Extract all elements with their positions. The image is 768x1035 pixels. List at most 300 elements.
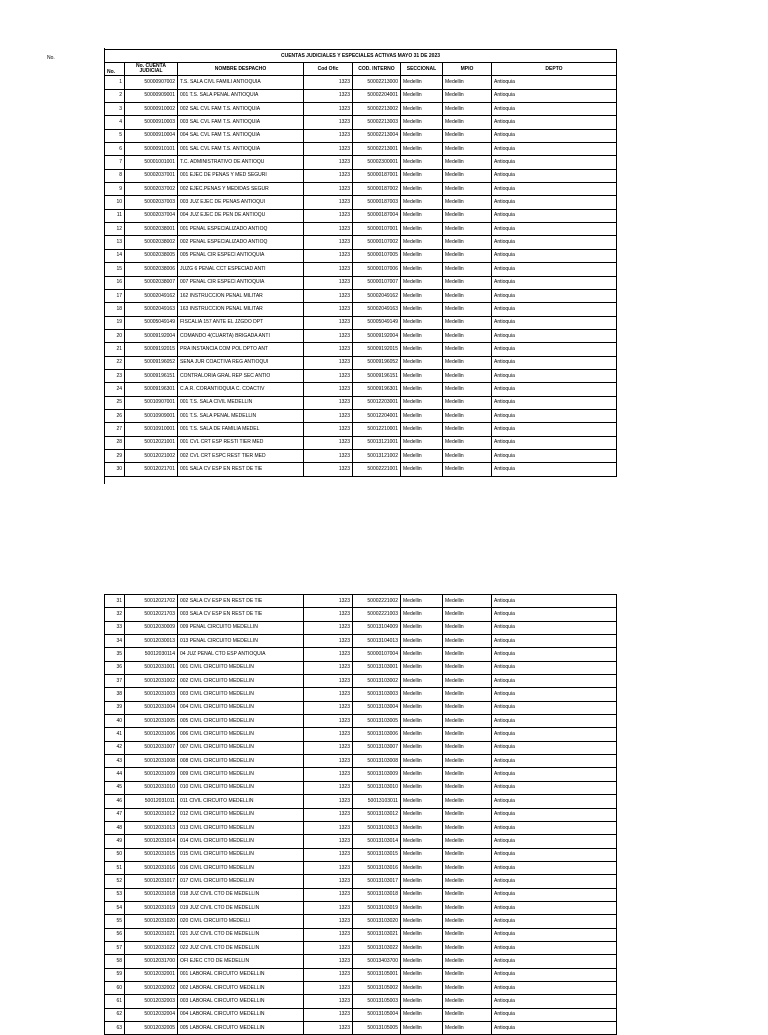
internal-code-cell: 50013121002 — [353, 449, 401, 462]
municipality-cell: Medellin — [443, 955, 492, 968]
row-number-cell: 55 — [105, 915, 125, 928]
table-row — [105, 875, 617, 888]
office-code-cell: 1323 — [304, 941, 353, 954]
table-row — [105, 635, 617, 648]
internal-code-cell: 50013103016 — [353, 861, 401, 874]
table-row — [105, 995, 617, 1008]
seccional-cell: Medellin — [401, 888, 443, 901]
table-row — [105, 848, 617, 861]
table-row — [105, 356, 617, 369]
office-code-cell: 1323 — [304, 103, 353, 116]
row-number-cell: 29 — [105, 449, 125, 462]
municipality-cell: Medellin — [443, 821, 492, 834]
department-cell: Antioquia — [492, 848, 617, 861]
table-row — [105, 289, 617, 302]
municipality-cell: Medellin — [443, 156, 492, 169]
seccional-cell: Medellin — [401, 316, 443, 329]
internal-code-cell: 50000107001 — [353, 223, 401, 236]
office-name-cell: 017 CIVIL CIRCUITO MEDELLIN — [178, 875, 304, 888]
row-number-cell: 59 — [105, 968, 125, 981]
office-name-cell: 018 JUZ CIVIL CTO DE MEDELLIN — [178, 888, 304, 901]
internal-code-cell: 50013104013 — [353, 635, 401, 648]
internal-code-cell: 50013103006 — [353, 728, 401, 741]
office-code-cell: 1323 — [304, 343, 353, 356]
account-number-cell: 50012021701 — [125, 463, 178, 476]
internal-code-cell: 50013103001 — [353, 661, 401, 674]
table-row — [105, 329, 617, 342]
account-number-cell: 50012031022 — [125, 941, 178, 954]
internal-code-cell: 50013105003 — [353, 995, 401, 1008]
department-cell: Antioquia — [492, 116, 617, 129]
municipality-cell: Medellin — [443, 263, 492, 276]
no-label: No. — [47, 55, 55, 61]
internal-code-cell: 50013103020 — [353, 915, 401, 928]
department-cell: Antioquia — [492, 1008, 617, 1021]
account-number-cell: 50002037004 — [125, 209, 178, 222]
office-name-cell: 013 PENAL CIRCUITO MEDELLIN — [178, 635, 304, 648]
department-cell: Antioquia — [492, 396, 617, 409]
internal-code-cell: 50013403700 — [353, 955, 401, 968]
account-number-cell: 50012031015 — [125, 848, 178, 861]
row-number-cell: 38 — [105, 688, 125, 701]
municipality-cell: Medellin — [443, 728, 492, 741]
row-number-cell: 61 — [105, 995, 125, 1008]
seccional-cell: Medellin — [401, 915, 443, 928]
row-number-cell: 60 — [105, 981, 125, 994]
internal-code-cell: 50013103005 — [353, 715, 401, 728]
row-number-cell: 16 — [105, 276, 125, 289]
row-number-cell: 45 — [105, 781, 125, 794]
seccional-cell: Medellin — [401, 156, 443, 169]
account-number-cell: 50012031004 — [125, 701, 178, 714]
office-name-cell: 009 PENAL CIRCUITO MEDELLIN — [178, 621, 304, 634]
municipality-cell: Medellin — [443, 675, 492, 688]
row-number-cell: 46 — [105, 795, 125, 808]
row-number-cell: 7 — [105, 156, 125, 169]
seccional-cell: Medellin — [401, 688, 443, 701]
internal-code-cell: 50012204001 — [353, 409, 401, 422]
account-number-cell: 50000909001 — [125, 89, 178, 102]
table-row — [105, 169, 617, 182]
seccional-cell: Medellin — [401, 768, 443, 781]
department-cell: Antioquia — [492, 595, 617, 608]
accounts-table-page-2 — [104, 594, 617, 1035]
office-name-cell: 001 T.S. SALA CIVIL MEDELLIN — [178, 396, 304, 409]
row-number-cell: 20 — [105, 329, 125, 342]
row-number-cell: 32 — [105, 608, 125, 621]
seccional-cell: Medellin — [401, 143, 443, 156]
internal-code-cell: 50013103008 — [353, 755, 401, 768]
table-row — [105, 76, 617, 89]
row-number-cell: 52 — [105, 875, 125, 888]
account-number-cell: 50012031012 — [125, 808, 178, 821]
municipality-cell: Medellin — [443, 661, 492, 674]
municipality-cell: Medellin — [443, 621, 492, 634]
municipality-cell: Medellin — [443, 768, 492, 781]
header-no: No. — [105, 63, 125, 76]
seccional-cell: Medellin — [401, 661, 443, 674]
office-code-cell: 1323 — [304, 595, 353, 608]
seccional-cell: Medellin — [401, 449, 443, 462]
office-code-cell: 1323 — [304, 741, 353, 754]
row-number-cell: 47 — [105, 808, 125, 821]
municipality-cell: Medellin — [443, 423, 492, 436]
internal-code-cell: 50002213002 — [353, 103, 401, 116]
account-number-cell: 50009192004 — [125, 329, 178, 342]
row-number-cell: 6 — [105, 143, 125, 156]
office-name-cell: 003 SAL CVL FAM T.S. ANTIOQUIA — [178, 116, 304, 129]
office-code-cell: 1323 — [304, 648, 353, 661]
internal-code-cell: 50012210001 — [353, 423, 401, 436]
department-cell: Antioquia — [492, 755, 617, 768]
department-cell: Antioquia — [492, 449, 617, 462]
table-row — [105, 688, 617, 701]
department-cell: Antioquia — [492, 409, 617, 422]
table-row — [105, 316, 617, 329]
office-code-cell: 1323 — [304, 928, 353, 941]
internal-code-cell: 50013103004 — [353, 701, 401, 714]
table-row — [105, 781, 617, 794]
row-number-cell: 49 — [105, 835, 125, 848]
office-name-cell: 002 EJEC.PENAS Y MEDIDAS SEGUR — [178, 183, 304, 196]
office-code-cell: 1323 — [304, 89, 353, 102]
seccional-cell: Medellin — [401, 303, 443, 316]
row-number-cell: 22 — [105, 356, 125, 369]
office-code-cell: 1323 — [304, 901, 353, 914]
department-cell: Antioquia — [492, 941, 617, 954]
account-number-cell: 50012032005 — [125, 1022, 178, 1035]
municipality-cell: Medellin — [443, 449, 492, 462]
office-name-cell: 001 SALA CV ESP EN REST DE TIE — [178, 463, 304, 476]
internal-code-cell: 50013104009 — [353, 621, 401, 634]
office-name-cell: 010 CIVIL CIRCUITO MEDELLIN — [178, 781, 304, 794]
office-name-cell: 001 LABORAL CIRCUITO MEDELLIN — [178, 968, 304, 981]
office-name-cell: 005 LABORAL CIRCUITO MEDELLIN — [178, 1022, 304, 1035]
row-number-cell: 37 — [105, 675, 125, 688]
row-number-cell: 34 — [105, 635, 125, 648]
department-cell: Antioquia — [492, 143, 617, 156]
internal-code-cell: 50013105004 — [353, 1008, 401, 1021]
department-cell: Antioquia — [492, 169, 617, 182]
internal-code-cell: 50013103012 — [353, 808, 401, 821]
table-row — [105, 463, 617, 476]
table-row — [105, 608, 617, 621]
account-number-cell: 50010910001 — [125, 423, 178, 436]
department-cell: Antioquia — [492, 888, 617, 901]
department-cell: Antioquia — [492, 661, 617, 674]
row-number-cell: 9 — [105, 183, 125, 196]
office-name-cell: 003 CIVIL CIRCUITO MEDELLIN — [178, 688, 304, 701]
municipality-cell: Medellin — [443, 875, 492, 888]
seccional-cell: Medellin — [401, 835, 443, 848]
office-code-cell: 1323 — [304, 449, 353, 462]
account-number-cell: 50012031020 — [125, 915, 178, 928]
seccional-cell: Medellin — [401, 383, 443, 396]
office-code-cell: 1323 — [304, 423, 353, 436]
account-number-cell: 50001001001 — [125, 156, 178, 169]
office-name-cell: SENA JUR COACTIVA REG ANTIOQUI — [178, 356, 304, 369]
internal-code-cell: 50013105002 — [353, 981, 401, 994]
office-code-cell: 1323 — [304, 781, 353, 794]
internal-code-cell: 50012203001 — [353, 396, 401, 409]
office-code-cell: 1323 — [304, 289, 353, 302]
department-cell: Antioquia — [492, 316, 617, 329]
seccional-cell: Medellin — [401, 715, 443, 728]
office-name-cell: 008 CIVIL CIRCUITO MEDELLIN — [178, 755, 304, 768]
account-number-cell: 50012031013 — [125, 821, 178, 834]
account-number-cell: 50012031008 — [125, 755, 178, 768]
office-code-cell: 1323 — [304, 968, 353, 981]
seccional-cell: Medellin — [401, 741, 443, 754]
seccional-cell: Medellin — [401, 276, 443, 289]
office-name-cell: PRA INSTANCIA COM POL DPTO ANT — [178, 343, 304, 356]
municipality-cell: Medellin — [443, 915, 492, 928]
table-row — [105, 835, 617, 848]
internal-code-cell: 50013103014 — [353, 835, 401, 848]
table-row — [105, 223, 617, 236]
internal-code-cell: 50013103021 — [353, 928, 401, 941]
seccional-cell: Medellin — [401, 329, 443, 342]
row-number-cell: 56 — [105, 928, 125, 941]
office-code-cell: 1323 — [304, 701, 353, 714]
department-cell: Antioquia — [492, 89, 617, 102]
internal-code-cell: 50002204001 — [353, 89, 401, 102]
internal-code-cell: 50013103017 — [353, 875, 401, 888]
office-name-cell: 006 CIVIL CIRCUITO MEDELLIN — [178, 728, 304, 741]
account-number-cell: 50012031009 — [125, 768, 178, 781]
row-number-cell: 26 — [105, 409, 125, 422]
internal-code-cell: 50000107007 — [353, 276, 401, 289]
seccional-cell: Medellin — [401, 289, 443, 302]
municipality-cell: Medellin — [443, 236, 492, 249]
table-row — [105, 755, 617, 768]
office-name-cell: 004 CIVIL CIRCUITO MEDELLIN — [178, 701, 304, 714]
seccional-cell: Medellin — [401, 701, 443, 714]
department-cell: Antioquia — [492, 795, 617, 808]
department-cell: Antioquia — [492, 621, 617, 634]
seccional-cell: Medellin — [401, 861, 443, 874]
department-cell: Antioquia — [492, 289, 617, 302]
office-name-cell: 005 CIVIL CIRCUITO MEDELLIN — [178, 715, 304, 728]
department-cell: Antioquia — [492, 861, 617, 874]
internal-code-cell: 50009196151 — [353, 369, 401, 382]
table-row — [105, 808, 617, 821]
row-number-cell: 51 — [105, 861, 125, 874]
account-number-cell: 50012032004 — [125, 1008, 178, 1021]
office-name-cell: 009 CIVIL CIRCUITO MEDELLIN — [178, 768, 304, 781]
table-row — [105, 129, 617, 142]
table-row — [105, 928, 617, 941]
row-number-cell: 54 — [105, 901, 125, 914]
department-cell: Antioquia — [492, 383, 617, 396]
office-code-cell: 1323 — [304, 808, 353, 821]
seccional-cell: Medellin — [401, 169, 443, 182]
municipality-cell: Medellin — [443, 968, 492, 981]
office-name-cell: 001 SAL CVL FAM T.S. ANTIOQUIA — [178, 143, 304, 156]
internal-code-cell: 50000107006 — [353, 263, 401, 276]
row-number-cell: 14 — [105, 249, 125, 262]
office-code-cell: 1323 — [304, 861, 353, 874]
internal-code-cell: 50013103002 — [353, 675, 401, 688]
municipality-cell: Medellin — [443, 276, 492, 289]
table-row — [105, 383, 617, 396]
table-row — [105, 116, 617, 129]
row-number-cell: 50 — [105, 848, 125, 861]
seccional-cell: Medellin — [401, 1022, 443, 1035]
office-name-cell: 021 JUZ CIVIL CTO DE MEDELLIN — [178, 928, 304, 941]
table-row — [105, 941, 617, 954]
table-row — [105, 236, 617, 249]
department-cell: Antioquia — [492, 741, 617, 754]
row-number-cell: 57 — [105, 941, 125, 954]
municipality-cell: Medellin — [443, 781, 492, 794]
internal-code-cell: 50009196052 — [353, 356, 401, 369]
office-code-cell: 1323 — [304, 915, 353, 928]
municipality-cell: Medellin — [443, 861, 492, 874]
internal-code-cell: 50013105001 — [353, 968, 401, 981]
table-row — [105, 343, 617, 356]
department-cell: Antioquia — [492, 608, 617, 621]
department-cell: Antioquia — [492, 249, 617, 262]
office-name-cell: 002 SALA CV ESP EN REST DE TIE — [178, 595, 304, 608]
table-row — [105, 661, 617, 674]
seccional-cell: Medellin — [401, 875, 443, 888]
internal-code-cell: 50002049162 — [353, 289, 401, 302]
internal-code-cell: 50002213004 — [353, 129, 401, 142]
municipality-cell: Medellin — [443, 715, 492, 728]
table-row — [105, 795, 617, 808]
account-number-cell: 50012031017 — [125, 875, 178, 888]
seccional-cell: Medellin — [401, 196, 443, 209]
account-number-cell: 50012030009 — [125, 621, 178, 634]
municipality-cell: Medellin — [443, 169, 492, 182]
row-number-cell: 39 — [105, 701, 125, 714]
office-code-cell: 1323 — [304, 329, 353, 342]
office-name-cell: 007 CIVIL CIRCUITO MEDELLIN — [178, 741, 304, 754]
municipality-cell: Medellin — [443, 808, 492, 821]
department-cell: Antioquia — [492, 343, 617, 356]
municipality-cell: Medellin — [443, 223, 492, 236]
seccional-cell: Medellin — [401, 941, 443, 954]
municipality-cell: Medellin — [443, 848, 492, 861]
department-cell: Antioquia — [492, 821, 617, 834]
table-row — [105, 981, 617, 994]
office-code-cell: 1323 — [304, 463, 353, 476]
table-row — [105, 768, 617, 781]
seccional-cell: Medellin — [401, 263, 443, 276]
internal-code-cell: 50002221001 — [353, 463, 401, 476]
municipality-cell: Medellin — [443, 249, 492, 262]
seccional-cell: Medellin — [401, 795, 443, 808]
office-code-cell: 1323 — [304, 875, 353, 888]
table-row — [105, 143, 617, 156]
account-number-cell: 50002049162 — [125, 289, 178, 302]
seccional-cell: Medellin — [401, 396, 443, 409]
row-number-cell: 28 — [105, 436, 125, 449]
header-seccional: SECCIONAL — [401, 63, 443, 76]
municipality-cell: Medellin — [443, 289, 492, 302]
row-number-cell: 33 — [105, 621, 125, 634]
internal-code-cell: 50000107004 — [353, 648, 401, 661]
row-number-cell: 8 — [105, 169, 125, 182]
office-code-cell: 1323 — [304, 436, 353, 449]
account-number-cell: 50012032001 — [125, 968, 178, 981]
municipality-cell: Medellin — [443, 409, 492, 422]
office-name-cell: 003 SALA CV ESP EN REST DE TIE — [178, 608, 304, 621]
row-number-cell: 44 — [105, 768, 125, 781]
seccional-cell: Medellin — [401, 848, 443, 861]
row-number-cell: 30 — [105, 463, 125, 476]
office-name-cell: 001 CIVIL CIRCUITO MEDELLIN — [178, 661, 304, 674]
table-row — [105, 861, 617, 874]
internal-code-cell: 50009192004 — [353, 329, 401, 342]
account-number-cell: 50012031700 — [125, 955, 178, 968]
header-codint: COD. INTERNO — [353, 63, 401, 76]
seccional-cell: Medellin — [401, 116, 443, 129]
office-code-cell: 1323 — [304, 396, 353, 409]
office-code-cell: 1323 — [304, 316, 353, 329]
row-number-cell: 4 — [105, 116, 125, 129]
internal-code-cell: 50009196301 — [353, 383, 401, 396]
row-number-cell: 42 — [105, 741, 125, 754]
table-row — [105, 728, 617, 741]
account-number-cell: 50012031002 — [125, 675, 178, 688]
municipality-cell: Medellin — [443, 103, 492, 116]
account-number-cell: 50012021001 — [125, 436, 178, 449]
account-number-cell: 50012031001 — [125, 661, 178, 674]
office-code-cell: 1323 — [304, 236, 353, 249]
municipality-cell: Medellin — [443, 608, 492, 621]
seccional-cell: Medellin — [401, 129, 443, 142]
seccional-cell: Medellin — [401, 955, 443, 968]
office-code-cell: 1323 — [304, 369, 353, 382]
office-code-cell: 1323 — [304, 888, 353, 901]
account-number-cell: 50012031011 — [125, 795, 178, 808]
internal-code-cell: 50013103018 — [353, 888, 401, 901]
table-row — [105, 249, 617, 262]
office-name-cell: 007 PENAL CIR ESPECI ANTIOQUIA — [178, 276, 304, 289]
internal-code-cell: 50002221002 — [353, 595, 401, 608]
table-row — [105, 888, 617, 901]
seccional-cell: Medellin — [401, 635, 443, 648]
office-code-cell: 1323 — [304, 755, 353, 768]
municipality-cell: Medellin — [443, 981, 492, 994]
row-number-cell: 23 — [105, 369, 125, 382]
department-cell: Antioquia — [492, 768, 617, 781]
internal-code-cell: 50000187002 — [353, 183, 401, 196]
seccional-cell: Medellin — [401, 343, 443, 356]
seccional-cell: Medellin — [401, 648, 443, 661]
department-cell: Antioquia — [492, 223, 617, 236]
department-cell: Antioquia — [492, 463, 617, 476]
department-cell: Antioquia — [492, 209, 617, 222]
department-cell: Antioquia — [492, 1022, 617, 1035]
department-cell: Antioquia — [492, 901, 617, 914]
office-name-cell: 001 PENAL ESPECIALIZADO ANTIOQ — [178, 223, 304, 236]
internal-code-cell: 50013103015 — [353, 848, 401, 861]
internal-code-cell: 50013121001 — [353, 436, 401, 449]
office-name-cell: 005 PENAL CIR ESPECI ANTIOQUIA — [178, 249, 304, 262]
department-cell: Antioquia — [492, 995, 617, 1008]
table-row — [105, 901, 617, 914]
seccional-cell: Medellin — [401, 968, 443, 981]
internal-code-cell: 50000187003 — [353, 196, 401, 209]
account-number-cell: 50012021703 — [125, 608, 178, 621]
seccional-cell: Medellin — [401, 249, 443, 262]
row-number-cell: 41 — [105, 728, 125, 741]
office-code-cell: 1323 — [304, 835, 353, 848]
row-number-cell: 10 — [105, 196, 125, 209]
